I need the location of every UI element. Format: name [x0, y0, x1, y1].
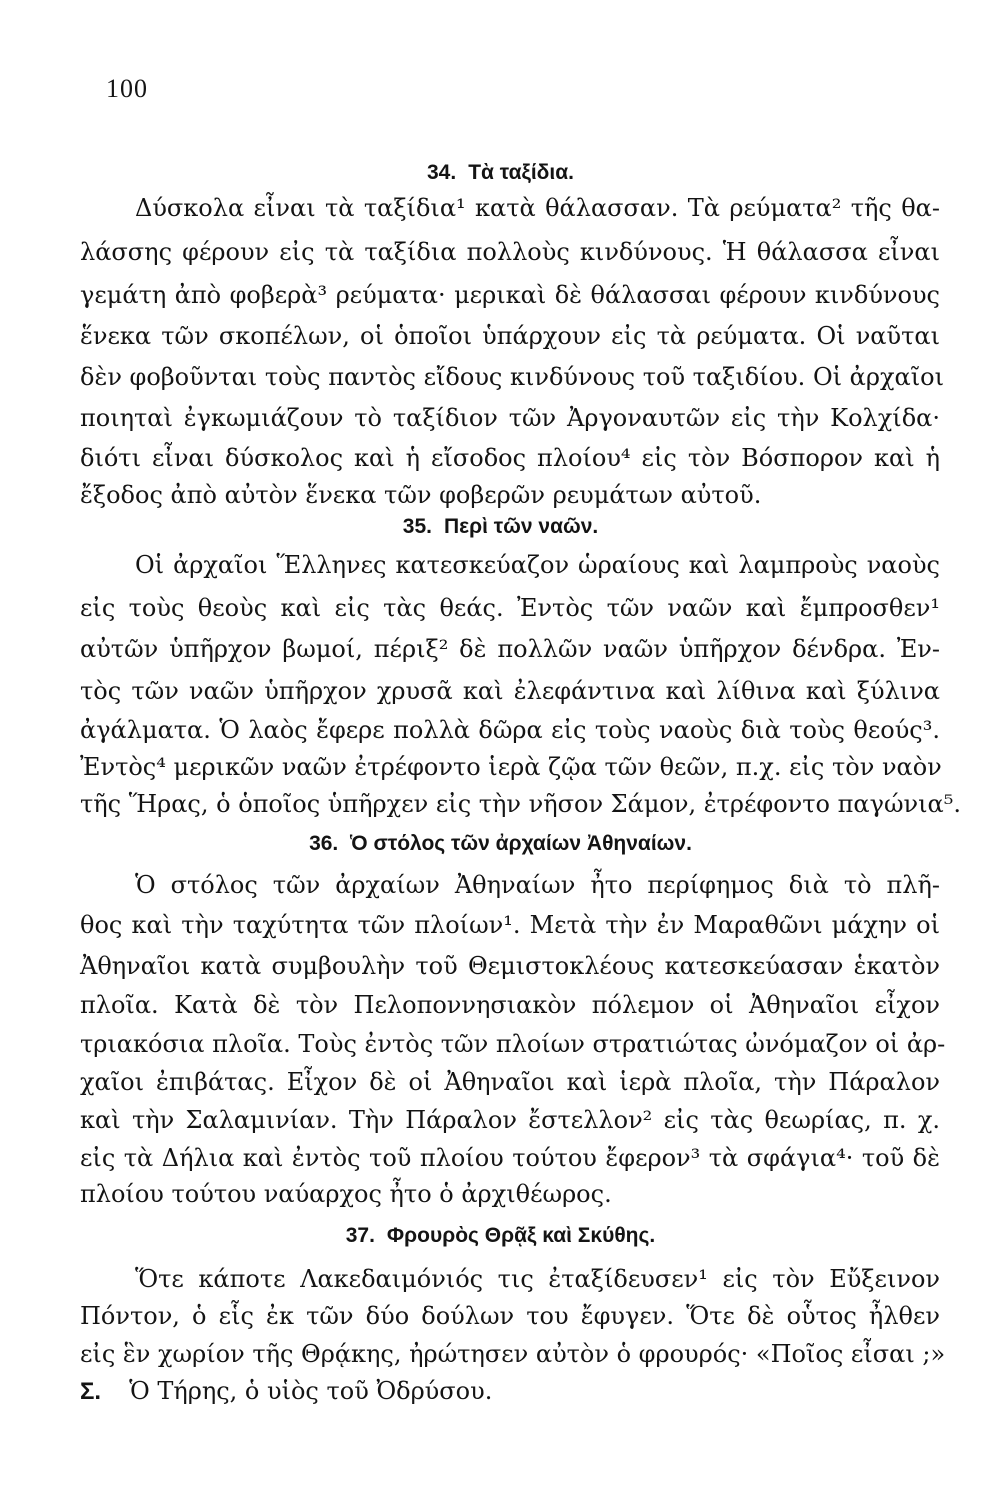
text-line: Ὅτε κάποτε Λακεδαιμόνιός τις ἐταξίδευσεν¹ εἰς τὸν Εὔξεινον	[135, 1265, 940, 1293]
text-line: ἀγάλματα. Ὁ λαὸς ἔφερε πολλὰ δῶρα εἰς τοὺς ναοὺς διὰ τοὺς θεούς³.	[80, 716, 940, 744]
text-line: Δύσκολα εἶναι τὰ ταξίδια¹ κατὰ θάλασσαν. Τὰ ρεύματα² τῆς θα-	[135, 194, 940, 222]
section-heading	[0, 515, 1001, 539]
text-line: ποιηταὶ ἐγκωμιάζουν τὸ ταξίδιον τῶν Ἀργοναυτῶν εἰς τὴν Κολχίδα·	[80, 404, 940, 432]
text-line: ἔξοδος ἀπὸ αὐτὸν ἕνεκα τῶν φοβερῶν ρευμάτων αὐτοῦ.	[80, 481, 762, 509]
section-heading	[0, 832, 1001, 856]
text-line: δὲν φοβοῦνται τοὺς παντὸς εἴδους κινδύνους τοῦ ταξιδίου. Οἱ ἀρχαῖοι	[80, 363, 944, 391]
text-line: διότι εἶναι δύσκολος καὶ ἡ εἴσοδος πλοίου⁴ εἰς τὸν Βόσπορον καὶ ἡ	[80, 444, 940, 472]
text-line: τῆς Ἥρας, ὁ ὁποῖος ὑπῆρχεν εἰς τὴν νῆσον Σάμον, ἐτρέφοντο παγώνια⁵.	[80, 790, 961, 818]
section-title: Φρουρὸς Θρᾷξ καὶ Σκύθης.	[386, 1224, 656, 1247]
section-number: 34.	[427, 161, 457, 184]
text-line: Οἱ ἀρχαῖοι Ἕλληνες κατεσκεύαζον ὡραίους καὶ λαμπροὺς ναοὺς	[135, 551, 940, 579]
text-line: τριακόσια πλοῖα. Τοὺς ἐντὸς τῶν πλοίων στρατιώτας ὠνόμαζον οἱ ἀρ-	[80, 1030, 946, 1058]
section-title: Ὁ στόλος τῶν ἀρχαίων Ἀθηναίων.	[350, 832, 692, 855]
section-heading	[0, 161, 1001, 185]
text-line: Πόντον, ὁ εἷς ἐκ τῶν δύο δούλων του ἔφυγεν. Ὅτε δὲ οὗτος ἦλθεν	[80, 1302, 940, 1330]
speaker-label: Σ.	[80, 1378, 102, 1405]
text-line: εἰς τοὺς θεοὺς καὶ εἰς τὰς θεάς. Ἐντὸς τῶν ναῶν καὶ ἔμπροσθεν¹	[80, 594, 940, 622]
section-number: 36.	[309, 832, 339, 855]
text-line: γεμάτη ἀπὸ φοβερὰ³ ρεύματα· μερικαὶ δὲ θάλασσαι φέρουν κινδύνους	[80, 281, 940, 309]
text-line: ἕνεκα τῶν σκοπέλων, οἱ ὁποῖοι ὑπάρχουν εἰς τὰ ρεύματα. Οἱ ναῦται	[80, 322, 940, 350]
section-heading	[0, 1224, 1001, 1248]
text-line: Ἀθηναῖοι κατὰ συμβουλὴν τοῦ Θεμιστοκλέους κατεσκεύασαν ἑκατὸν	[80, 952, 940, 980]
text-line: λάσσης φέρουν εἰς τὰ ταξίδια πολλοὺς κινδύνους. Ἡ θάλασσα εἶναι	[80, 238, 940, 266]
dialogue-line	[80, 1379, 940, 1404]
text-line: θος καὶ τὴν ταχύτητα τῶν πλοίων¹. Μετὰ τὴν ἐν Μαραθῶνι μάχην οἱ	[80, 911, 940, 939]
text-line: εἰς τὰ Δήλια καὶ ἐντὸς τοῦ πλοίου τούτου ἔφερον³ τὰ σφάγια⁴· τοῦ δὲ	[80, 1144, 940, 1172]
text-line: χαῖοι ἐπιβάτας. Εἶχον δὲ οἱ Ἀθηναῖοι καὶ ἱερὰ πλοῖα, τὴν Πάραλον	[80, 1068, 940, 1096]
section-number: 37.	[345, 1224, 375, 1247]
text-line: αὐτῶν ὑπῆρχον βωμοί, πέριξ² δὲ πολλῶν ναῶν ὑπῆρχον δένδρα. Ἐν-	[80, 635, 940, 663]
section-number: 35.	[402, 515, 432, 538]
text-line: πλοῖα. Κατὰ δὲ τὸν Πελοποννησιακὸν πόλεμον οἱ Ἀθηναῖοι εἶχον	[80, 991, 940, 1019]
text-line: εἰς ἓν χωρίον τῆς Θρᾴκης, ἠρώτησεν αὐτὸν ὁ φρουρός· «Ποῖος εἶσαι ;»	[80, 1340, 946, 1368]
text-line: Ἐντὸς⁴ μερικῶν ναῶν ἐτρέφοντο ἱερὰ ζῷα τῶν θεῶν, π.χ. εἰς τὸν ναὸν	[80, 753, 942, 781]
text-line: τὸς τῶν ναῶν ὑπῆρχον χρυσᾶ καὶ ἐλεφάντινα καὶ λίθινα καὶ ξύλινα	[80, 677, 940, 705]
speaker-text: Ὁ Τήρης, ὁ υἱὸς τοῦ Ὀδρύσου.	[129, 1377, 493, 1405]
text-line: καὶ τὴν Σαλαμινίαν. Τὴν Πάραλον ἔστελλον² εἰς τὰς θεωρίας, π. χ.	[80, 1106, 940, 1134]
text-line: Ὁ στόλος τῶν ἀρχαίων Ἀθηναίων ἦτο περίφημος διὰ τὸ πλῆ-	[135, 871, 940, 899]
page-number: 100	[106, 74, 148, 103]
section-title: Τὰ ταξίδια.	[468, 161, 574, 184]
section-title: Περὶ τῶν ναῶν.	[443, 515, 599, 538]
text-line: πλοίου τούτου ναύαρχος ἦτο ὁ ἀρχιθέωρος.	[80, 1180, 612, 1208]
